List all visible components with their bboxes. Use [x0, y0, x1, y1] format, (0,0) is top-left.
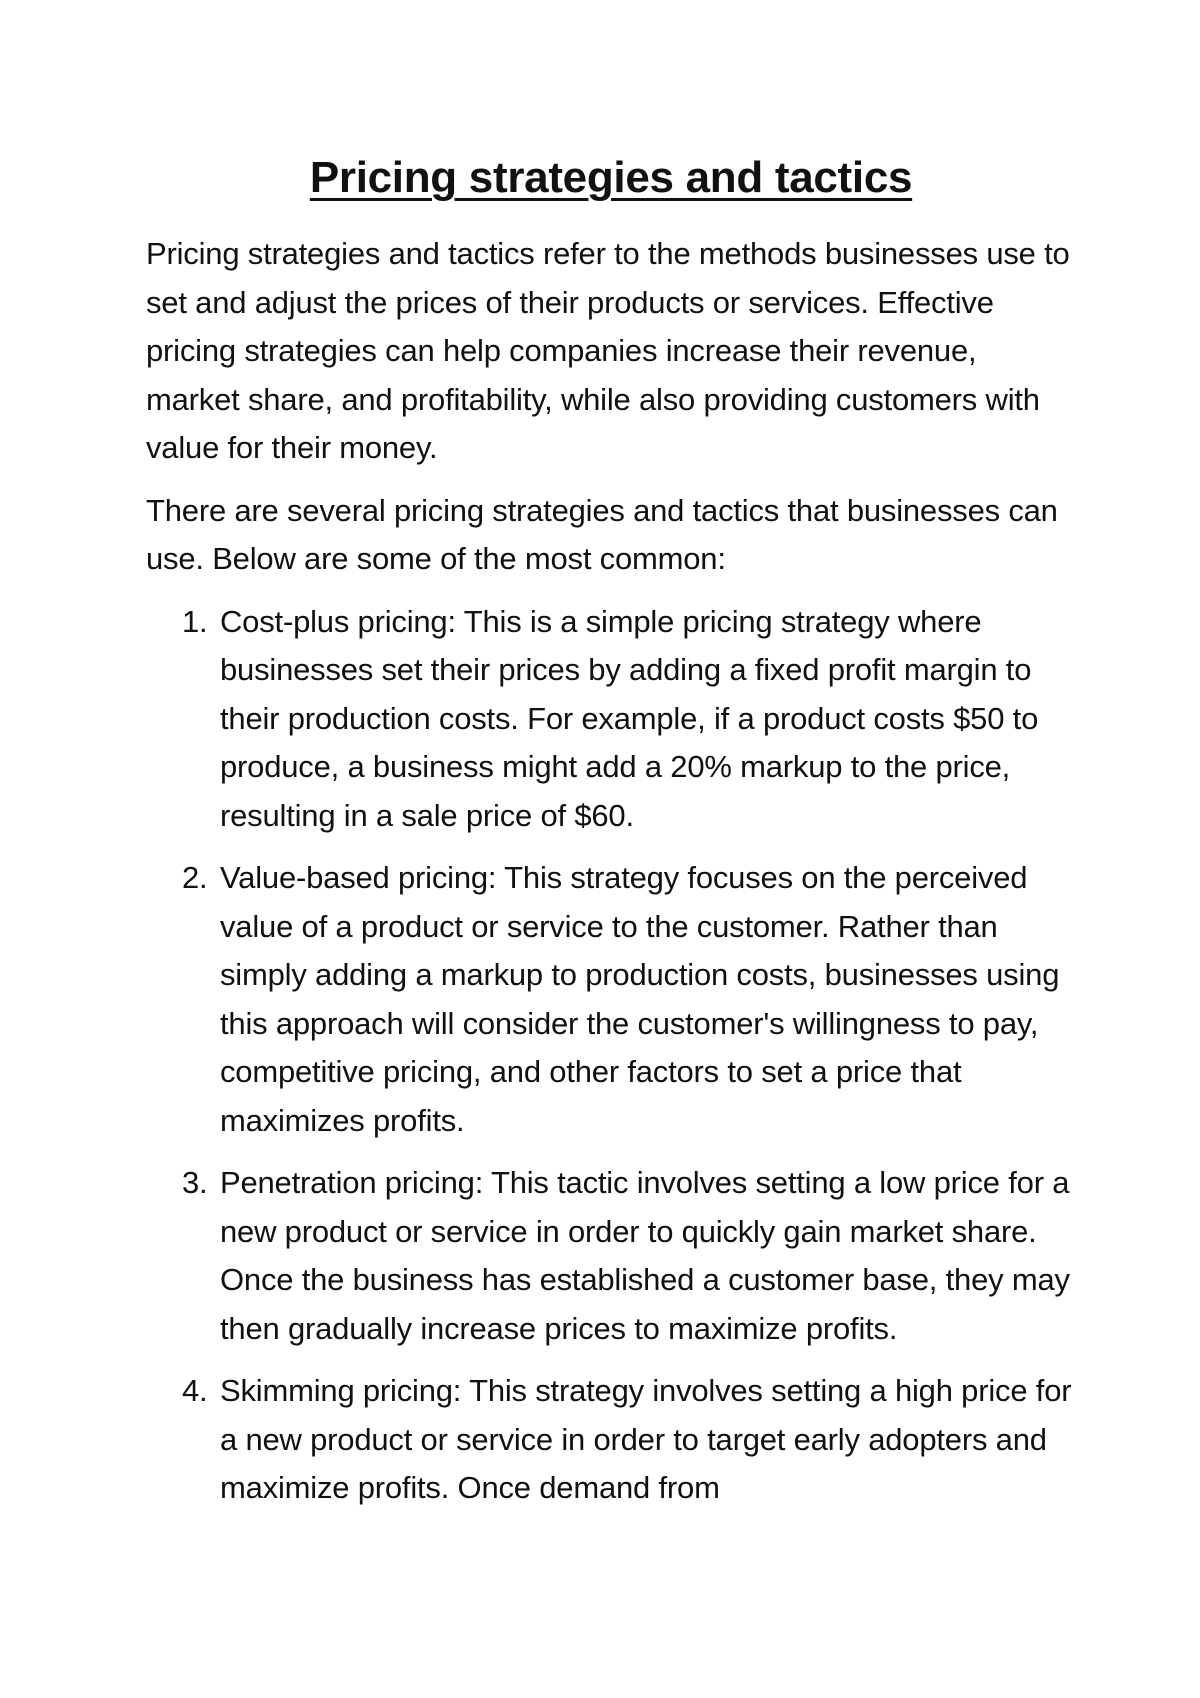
- document-title: Pricing strategies and tactics: [309, 153, 913, 202]
- list-intro-paragraph: There are several pricing strategies and tactics that businesses can use. Below are some of the most common:: [146, 492, 1058, 576]
- strategies-list: [146, 598, 1076, 1513]
- list-item-text: Penetration pricing: This tactic involves setting a low price for a new product or service in order to quickly gain market share. Once the business has established a customer base, they may then gradually increase prices to maximize profits.: [220, 1165, 1070, 1346]
- intro-paragraph: Pricing strategies and tactics refer to the methods businesses use to set and adjust the prices of their products or services. Effective pricing strategies can help companies increase their revenue, market share, and profitability, while also providing customers with value for their money.: [146, 236, 1070, 465]
- list-item-number: 4.: [182, 1373, 208, 1408]
- list-item: [146, 598, 1076, 841]
- list-item-text: Skimming pricing: This strategy involves setting a high price for a new product or service in order to target early adopters and maximize profits. Once demand from: [220, 1373, 1072, 1505]
- list-item-number: 1.: [182, 603, 208, 639]
- list-item-number: 3.: [182, 1165, 208, 1200]
- list-item-number: 2.: [182, 860, 208, 895]
- list-item: [146, 854, 1076, 1145]
- document-page: [146, 150, 1076, 1527]
- list-item: [146, 1367, 1076, 1513]
- list-item-text: Value-based pricing: This strategy focuses on the perceived value of a product or service to the customer. Rather than simply adding a markup to production costs, businesses using this approach will consider the customer's willingness to pay, competitive pricing, and other factors to set a price that maximizes profits.: [220, 860, 1060, 1138]
- list-item: [146, 1159, 1076, 1353]
- list-item-text: Cost-plus pricing: This is a simple pricing strategy where businesses set their prices by adding a fixed profit margin to their production costs. For example, if a product costs $50 to produce, a business might add a 20% markup to the price, resulting in a sale price of $60.: [220, 603, 1039, 833]
